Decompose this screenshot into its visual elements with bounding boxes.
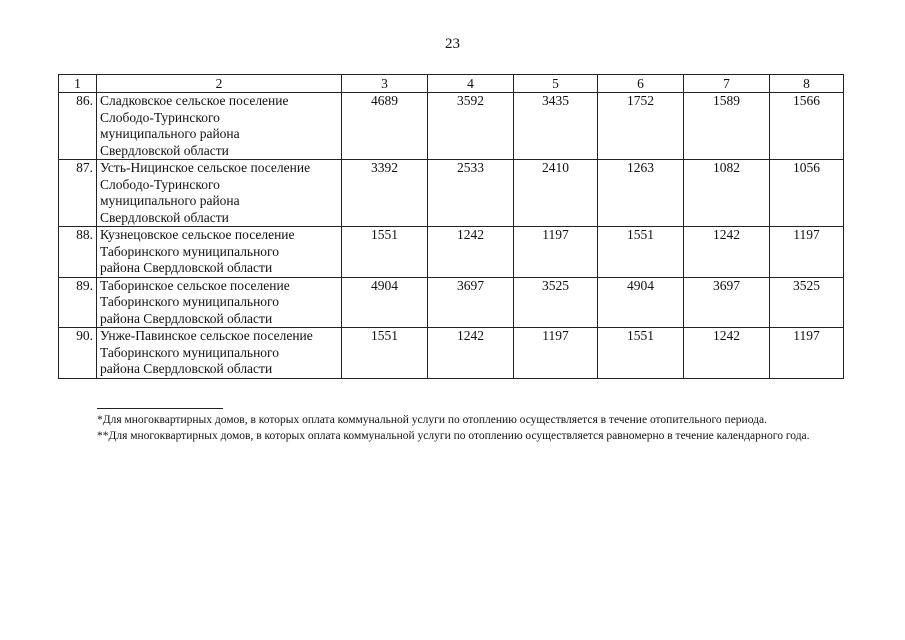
footnote-2: **Для многоквартирных домов, в которых оплата коммунальной услуги по отоплению осуществляется равномерно в течение календарного года. <box>97 430 810 442</box>
settlement-name: Унже-Павинское сельское поселение Таборинского муниципального района Свердловской области <box>97 328 342 379</box>
header-cell: 3 <box>342 75 428 93</box>
settlement-name: Таборинское сельское поселение Таборинского муниципального района Свердловской области <box>97 277 342 328</box>
value-cell: 1197 <box>514 328 598 379</box>
value-cell: 1242 <box>684 328 770 379</box>
value-cell: 1752 <box>598 93 684 160</box>
row-number: 88. <box>59 227 97 278</box>
settlement-name: Сладковское сельское поселение Слободо-Туринского муниципального района Свердловской области <box>97 93 342 160</box>
value-cell: 3525 <box>770 277 844 328</box>
row-number: 87. <box>59 160 97 227</box>
value-cell: 1242 <box>428 227 514 278</box>
data-table <box>58 74 844 379</box>
header-cell: 1 <box>59 75 97 93</box>
header-cell: 4 <box>428 75 514 93</box>
table-row <box>59 328 844 379</box>
value-cell: 2410 <box>514 160 598 227</box>
table-header-row <box>59 75 844 93</box>
table-row <box>59 93 844 160</box>
table-row <box>59 277 844 328</box>
value-cell: 1551 <box>342 328 428 379</box>
value-cell: 1197 <box>770 227 844 278</box>
value-cell: 4689 <box>342 93 428 160</box>
header-cell: 8 <box>770 75 844 93</box>
header-cell: 7 <box>684 75 770 93</box>
value-cell: 3435 <box>514 93 598 160</box>
row-number: 86. <box>59 93 97 160</box>
header-cell: 5 <box>514 75 598 93</box>
footnotes <box>58 412 841 444</box>
value-cell: 1242 <box>684 227 770 278</box>
value-cell: 4904 <box>342 277 428 328</box>
value-cell: 1197 <box>514 227 598 278</box>
header-cell: 6 <box>598 75 684 93</box>
value-cell: 1566 <box>770 93 844 160</box>
value-cell: 3392 <box>342 160 428 227</box>
value-cell: 3525 <box>514 277 598 328</box>
settlement-name: Усть-Ницинское сельское поселение Слободо-Туринского муниципального района Свердловской области <box>97 160 342 227</box>
value-cell: 1242 <box>428 328 514 379</box>
value-cell: 1082 <box>684 160 770 227</box>
page-number: 23 <box>445 36 460 52</box>
value-cell: 1263 <box>598 160 684 227</box>
table-row <box>59 227 844 278</box>
row-number: 90. <box>59 328 97 379</box>
value-cell: 1056 <box>770 160 844 227</box>
value-cell: 1589 <box>684 93 770 160</box>
value-cell: 3697 <box>684 277 770 328</box>
footnote-divider <box>97 408 223 409</box>
value-cell: 1551 <box>598 227 684 278</box>
row-number: 89. <box>59 277 97 328</box>
footnote-1: *Для многоквартирных домов, в которых оплата коммунальной услуги по отоплению осуществляется в течение отопительного периода. <box>97 414 767 426</box>
value-cell: 1197 <box>770 328 844 379</box>
value-cell: 1551 <box>342 227 428 278</box>
table-row <box>59 160 844 227</box>
value-cell: 3592 <box>428 93 514 160</box>
value-cell: 2533 <box>428 160 514 227</box>
settlement-name: Кузнецовское сельское поселение Таборинского муниципального района Свердловской области <box>97 227 342 278</box>
value-cell: 4904 <box>598 277 684 328</box>
value-cell: 3697 <box>428 277 514 328</box>
header-cell: 2 <box>97 75 342 93</box>
value-cell: 1551 <box>598 328 684 379</box>
